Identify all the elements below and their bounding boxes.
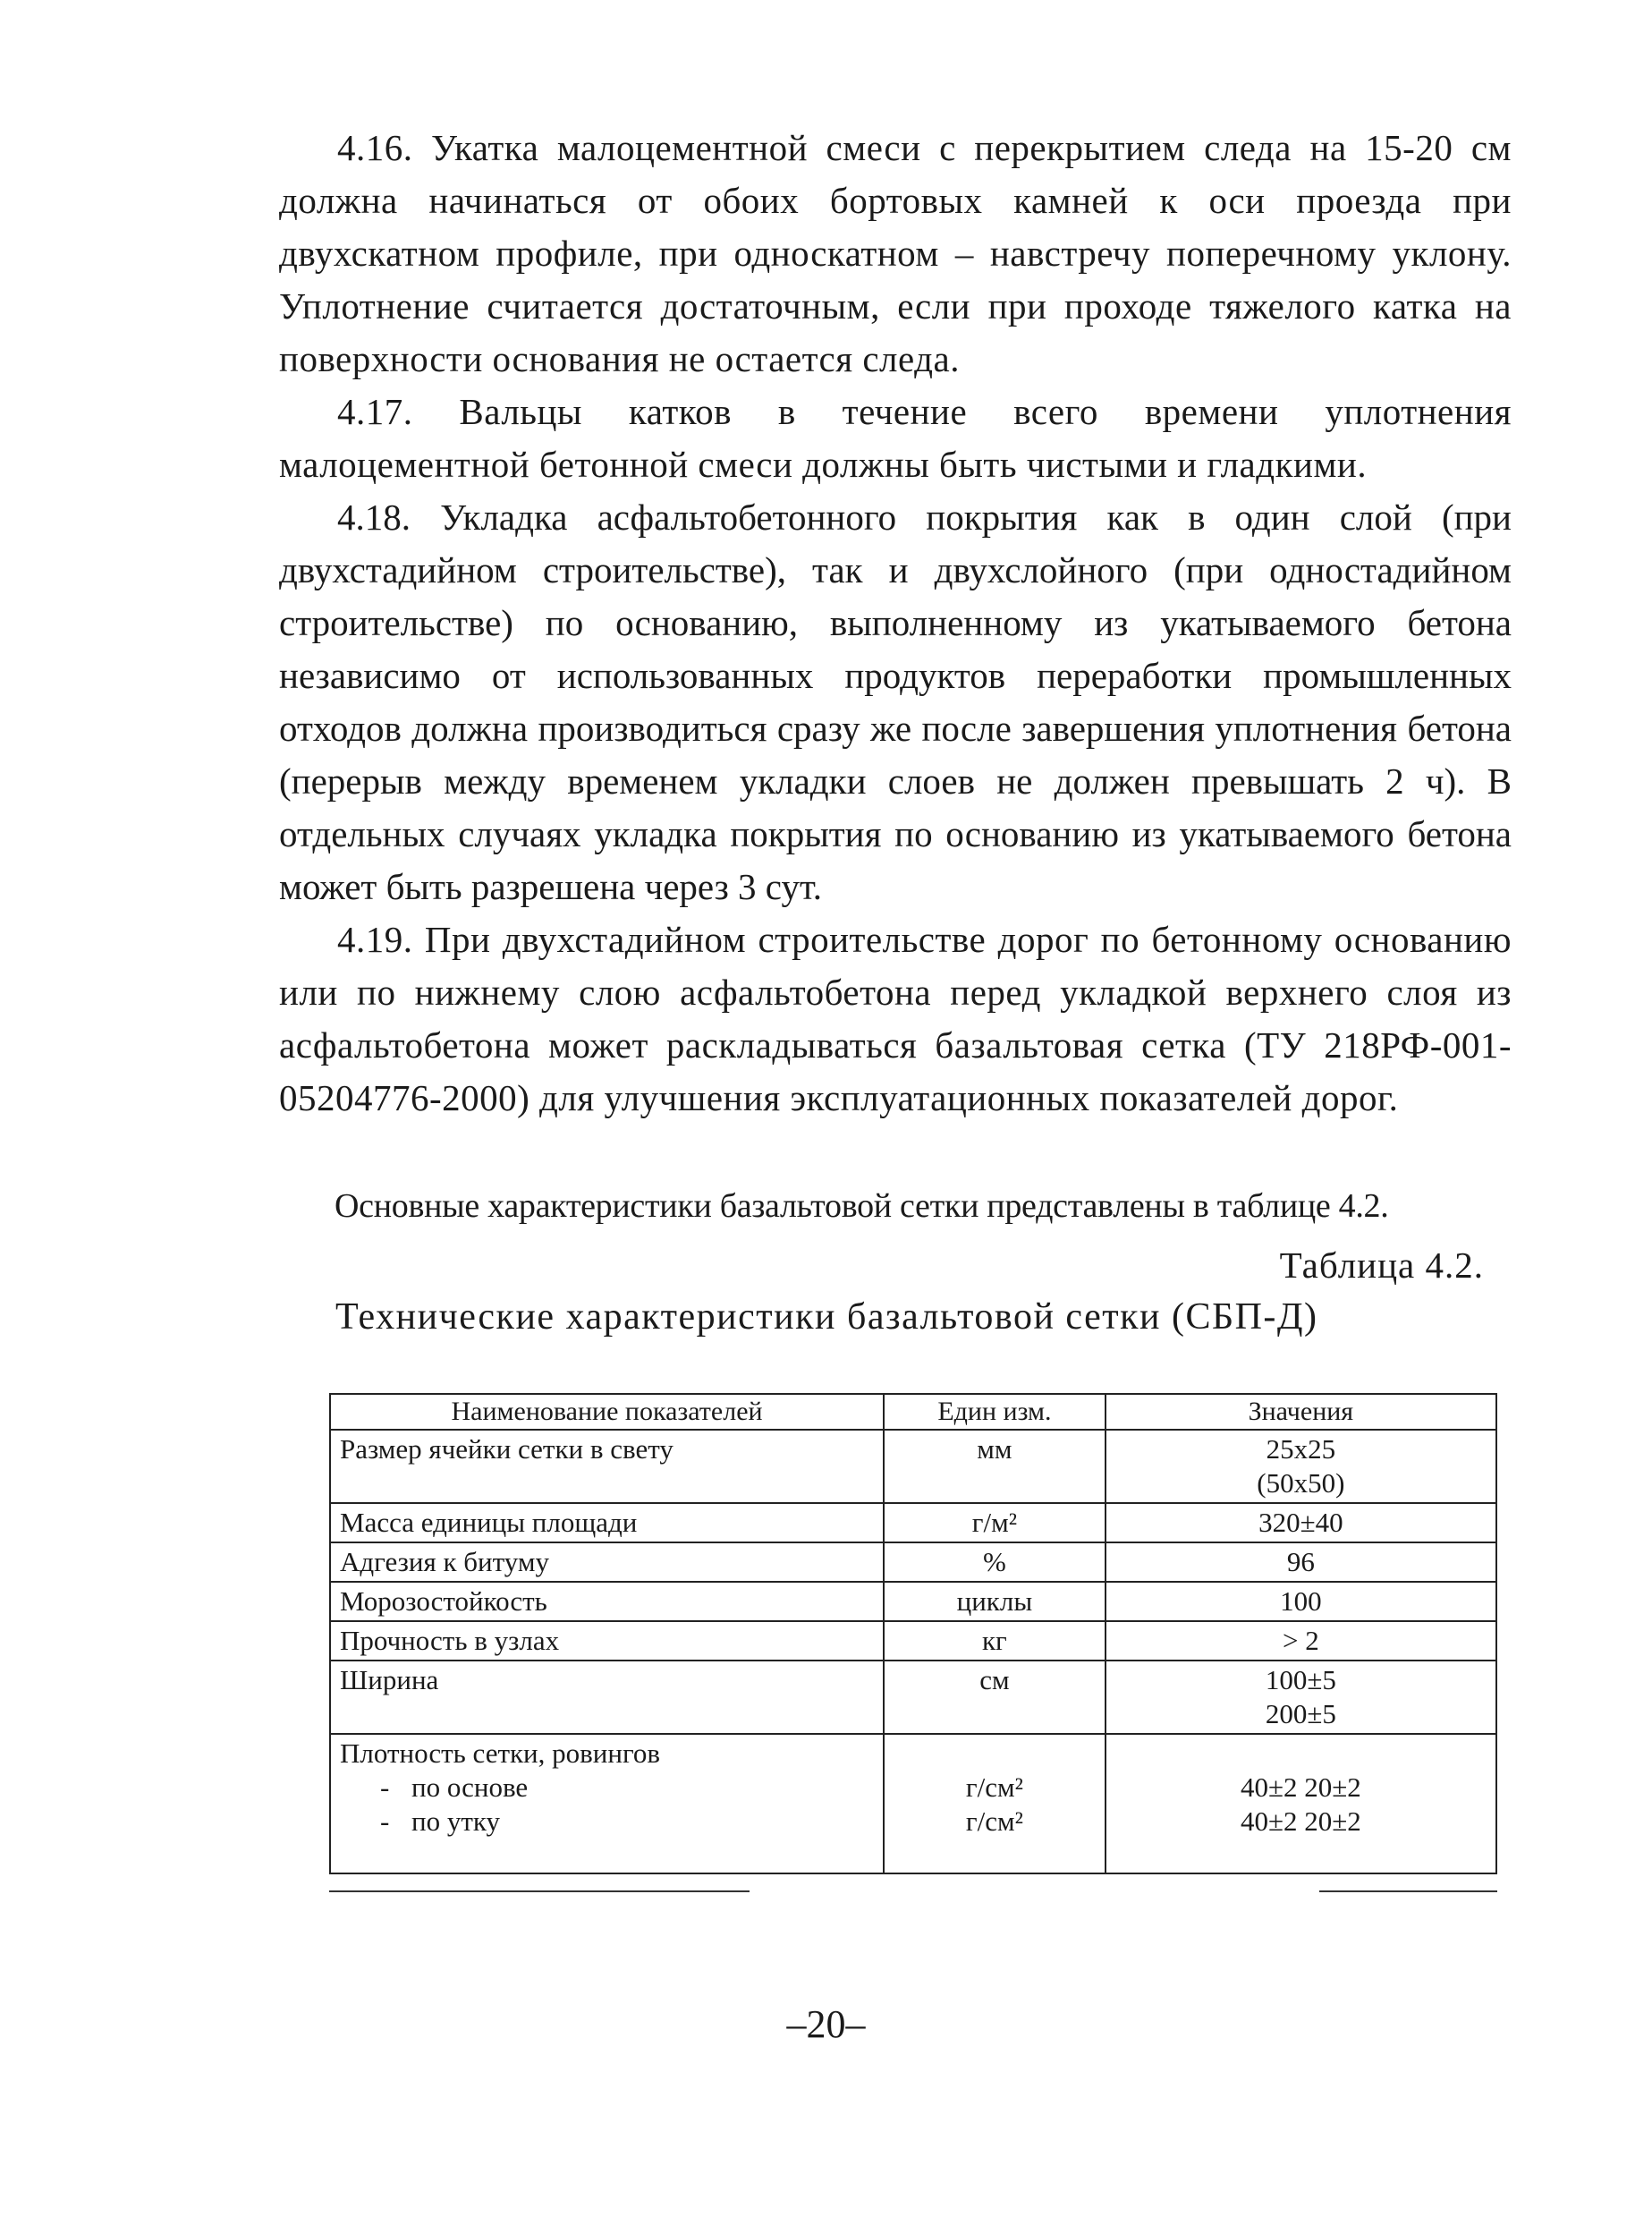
- row-name: Морозостойкость: [330, 1582, 884, 1621]
- row-name: Размер ячейки сетки в свету: [330, 1430, 884, 1503]
- table-row: [330, 1503, 1496, 1542]
- row-value: 100: [1106, 1582, 1496, 1621]
- row-unit: г/м²: [884, 1503, 1106, 1542]
- body-text: [279, 122, 1512, 1125]
- table-row: [330, 1430, 1496, 1503]
- row-name-sub: - по утку: [340, 1805, 874, 1839]
- row-value-line: (50х50): [1257, 1467, 1345, 1499]
- row-value: [1106, 1734, 1496, 1873]
- row-value: 320±40: [1106, 1503, 1496, 1542]
- row-unit: [884, 1734, 1106, 1873]
- row-value-line: 100±5: [1265, 1664, 1336, 1695]
- row-name: Масса единицы площади: [330, 1503, 884, 1542]
- row-unit: мм: [884, 1430, 1106, 1503]
- row-name: Ширина: [330, 1661, 884, 1734]
- row-unit: кг: [884, 1621, 1106, 1661]
- header-value: Значения: [1106, 1394, 1496, 1430]
- row-value-line: 25х25: [1266, 1433, 1336, 1465]
- row-value-line: 200±5: [1265, 1698, 1336, 1729]
- row-value: 96: [1106, 1542, 1496, 1582]
- table-bottom-rule-right: [1319, 1890, 1497, 1892]
- table-header-row: [330, 1394, 1496, 1430]
- row-unit: см: [884, 1661, 1106, 1734]
- row-value: [1106, 1661, 1496, 1734]
- table-number: Таблица 4.2.: [1279, 1244, 1484, 1286]
- paragraph-4-18: 4.18. Укладка асфальтобетонного покрытия как в один слой (при двухстадийном строительстве), так и двухслойного (при одностадийном строительстве) по основанию, выполненному из укатываемого бетона независимо от использованных продуктов переработки промышленных отходов должна производиться сразу же после завершения уплотнения бетона (перерыв между временем укладки слоев не должен превышать 2 ч). В отдельных случаях укладка покрытия по основанию из укатываемого бетона может быть разрешена через 3 сут.: [279, 497, 1512, 907]
- row-unit-line: г/см²: [965, 1805, 1023, 1837]
- row-unit-spacer: [894, 1737, 1096, 1771]
- table-bottom-rule-left: [329, 1890, 750, 1892]
- row-name-main: Плотность сетки, ровингов: [340, 1737, 661, 1769]
- row-value: > 2: [1106, 1621, 1496, 1661]
- table-row: [330, 1542, 1496, 1582]
- page-number: –20–: [786, 2002, 866, 2046]
- row-name: Адгезия к битуму: [330, 1542, 884, 1582]
- header-name: Наименование показателей: [330, 1394, 884, 1430]
- row-unit: %: [884, 1542, 1106, 1582]
- row-unit-line: г/см²: [965, 1771, 1023, 1803]
- row-value-spacer: [1115, 1737, 1487, 1771]
- row-name: [330, 1734, 884, 1873]
- row-name-sub: - по основе: [340, 1771, 874, 1805]
- header-unit: Един изм.: [884, 1394, 1106, 1430]
- table-title: Технические характеристики базальтовой сетки (СБП-Д): [335, 1296, 1318, 1338]
- spec-table: [329, 1393, 1497, 1874]
- paragraph-4-17: 4.17. Вальцы катков в течение всего времени уплотнения малоцементной бетонной смеси должны быть чистыми и гладкими.: [279, 391, 1512, 485]
- table-row: [330, 1661, 1496, 1734]
- row-value-line: 40±2 20±2: [1240, 1805, 1361, 1837]
- row-unit: циклы: [884, 1582, 1106, 1621]
- table-intro-line: Основные характеристики базальтовой сетки представлены в таблице 4.2.: [335, 1187, 1389, 1225]
- table-row: [330, 1734, 1496, 1873]
- table-row: [330, 1621, 1496, 1661]
- table-row: [330, 1582, 1496, 1621]
- paragraph-4-16: 4.16. Укатка малоцементной смеси с перекрытием следа на 15-20 см должна начинаться от обоих бортовых камней к оси проезда при двухскатном профиле, при односкатном – навстречу поперечному уклону. Уплотнение считается достаточным, если при проходе тяжелого катка на поверхности основания не остается следа.: [279, 127, 1512, 379]
- paragraph-4-19: 4.19. При двухстадийном строительстве дорог по бетонному основанию или по нижнему слою асфальтобетона перед укладкой верхнего слоя из асфальтобетона может раскладываться базальтовая сетка (ТУ 218РФ-001-05204776-2000) для улучшения эксплуатационных показателей дорог.: [279, 919, 1512, 1118]
- row-value: [1106, 1430, 1496, 1503]
- row-value-line: 40±2 20±2: [1240, 1771, 1361, 1803]
- row-name: Прочность в узлах: [330, 1621, 884, 1661]
